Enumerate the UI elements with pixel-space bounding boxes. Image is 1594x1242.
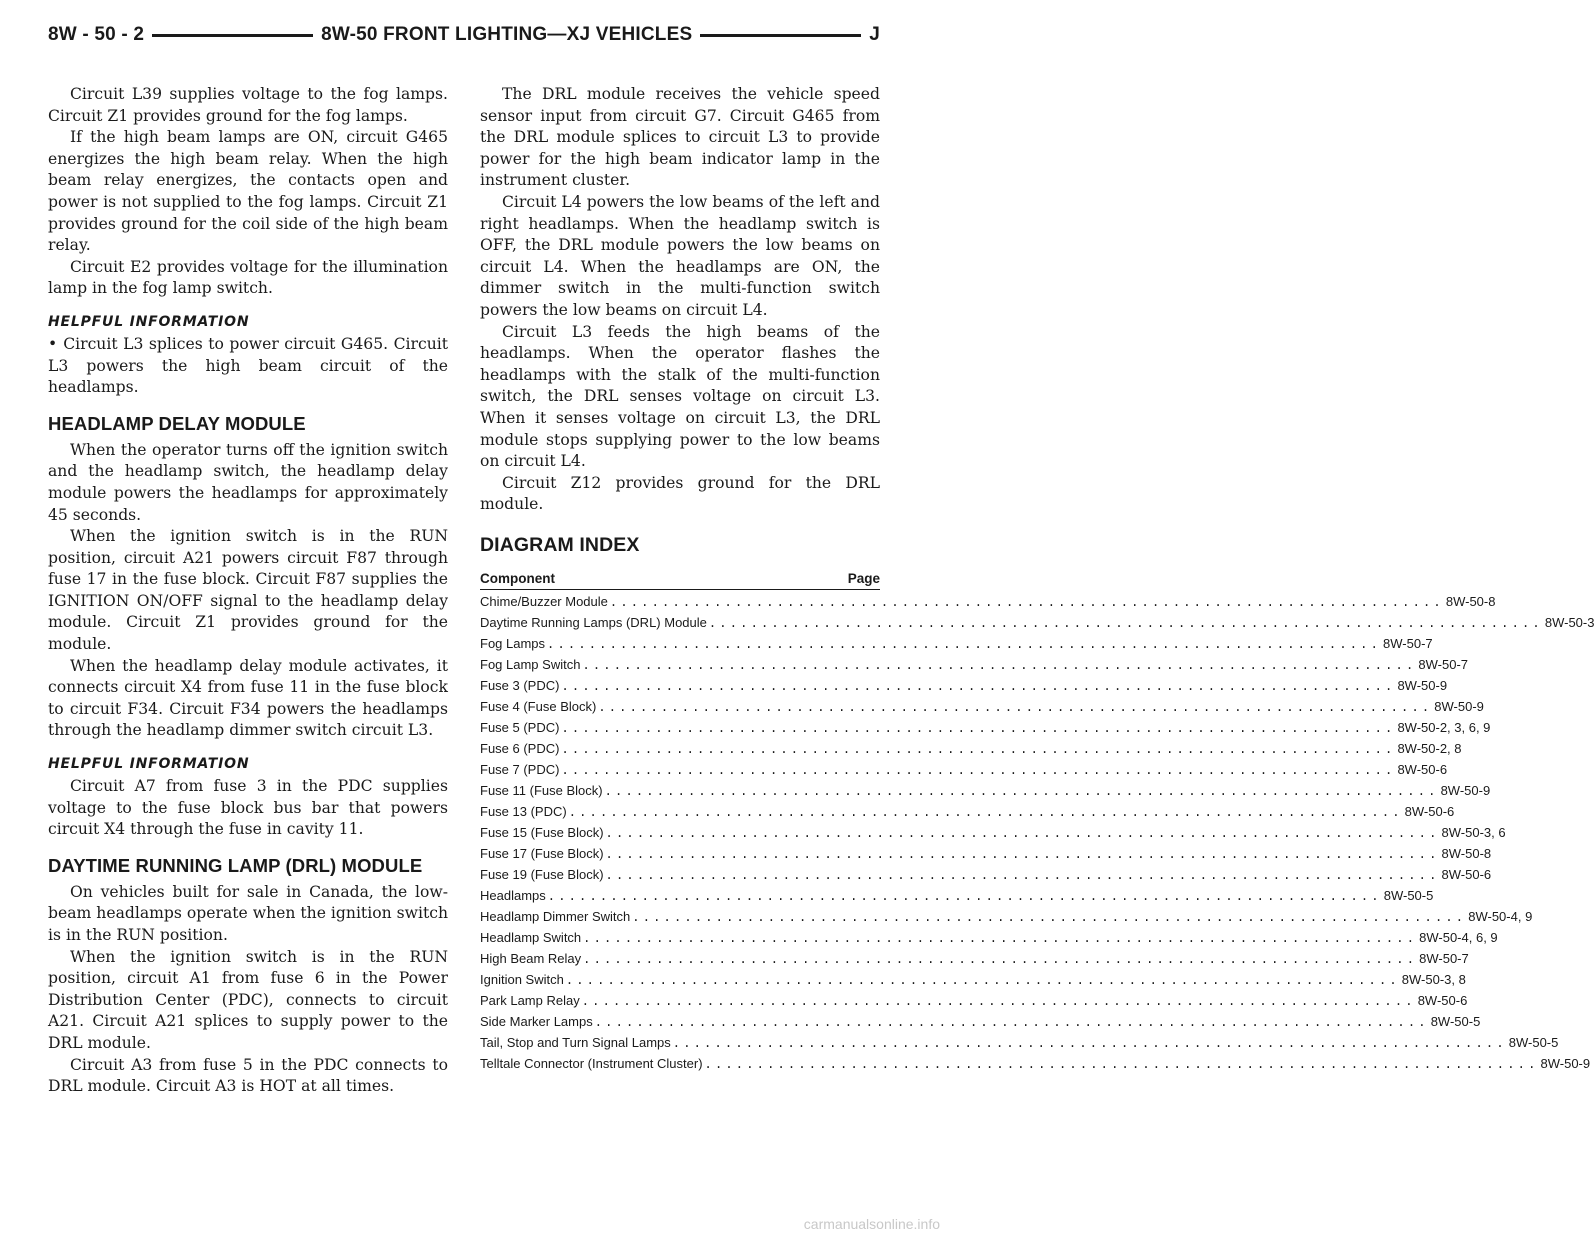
index-leader-dots: ................................................................................ — [598, 699, 1433, 714]
index-leader-dots: ................................................................................ — [583, 930, 1418, 945]
index-leader-dots: ................................................................................ — [605, 867, 1440, 882]
index-page-ref: 8W-50-6 — [1441, 866, 1492, 882]
index-row — [480, 593, 1496, 615]
index-page-ref: 8W-50-5 — [1430, 1013, 1481, 1029]
index-page-ref: 8W-50-5 — [1508, 1034, 1559, 1050]
index-component-name: Fuse 11 (Fuse Block) — [480, 782, 603, 798]
index-row — [480, 719, 1491, 741]
index-component-name: Fuse 5 (PDC) — [480, 719, 560, 735]
index-component-name: Park Lamp Relay — [480, 992, 580, 1008]
index-row — [480, 761, 1448, 783]
index-component-name: Headlamps — [480, 887, 546, 903]
index-leader-dots: ................................................................................ — [605, 846, 1440, 861]
index-leader-dots: ................................................................................ — [561, 720, 1396, 735]
header-rule-right — [700, 34, 861, 37]
index-row — [480, 908, 1533, 930]
drl-paragraph: On vehicles built for sale in Canada, the low-beam headlamps operate when the ignition switch is in the RUN position. — [48, 882, 448, 944]
drl-paragraph: Circuit L3 feeds the high beams of the headlamps. When the operator flashes the headlamps with the stalk of the multi-function switch, the DRL senses voltage on circuit L3. When it senses voltage on circuit L3, the DRL module stops supplying power to the low beams on circuit L4. — [480, 322, 880, 471]
index-leader-dots: ................................................................................ — [708, 615, 1543, 630]
index-leader-dots: ................................................................................ — [568, 804, 1403, 819]
index-leader-dots: ................................................................................ — [605, 825, 1440, 840]
right-column — [480, 84, 1594, 1077]
index-component-name: Side Marker Lamps — [480, 1013, 593, 1029]
index-row — [480, 635, 1433, 657]
index-page-ref: 8W-50-7 — [1418, 656, 1469, 672]
delay-paragraph: When the ignition switch is in the RUN position, circuit A21 powers circuit F87 through fuse 17 in the fuse block. Circuit F87 supplies the IGNITION ON/OFF signal to the headlamp delay module. Circuit Z1 provides ground for the module. — [48, 527, 448, 654]
index-leader-dots: ................................................................................ — [604, 783, 1439, 798]
index-row — [480, 803, 1455, 825]
drl-paragraph: Circuit L4 powers the low beams of the left and right headlamps. When the headlamp switch is OFF, the DRL module powers the low beams on circuit L4. When the headlamps are ON, the dimmer switch in the multi-function switch powers the low beams on circuit L4. — [480, 192, 880, 319]
helpful-information-text: Circuit A7 from fuse 3 in the PDC supplies voltage to the fuse block bus bar that powers circuit X4 through the fuse in cavity 11. — [48, 777, 448, 839]
index-row — [480, 1034, 1559, 1056]
index-leader-dots: ................................................................................ — [609, 594, 1444, 609]
intro-paragraph: If the high beam lamps are ON, circuit G465 energizes the high beam relay. When the high beam relay energizes, the contacts open and power is not supplied to the fog lamps. Circuit Z1 provides ground for the coil side of the high beam relay. — [48, 128, 448, 255]
index-page-ref: 8W-50-2, 3, 6, 9 — [1397, 719, 1491, 735]
index-component-name: Fog Lamp Switch — [480, 656, 581, 672]
index-page-ref: 8W-50-3, 8 — [1401, 971, 1466, 987]
index-page-ref: 8W-50-6 — [1404, 803, 1455, 819]
index-leader-dots: ................................................................................ — [704, 1056, 1539, 1071]
drl-paragraph: Circuit Z12 provides ground for the DRL module. — [480, 473, 880, 514]
index-leader-dots: ................................................................................ — [561, 741, 1396, 756]
index-row — [480, 887, 1434, 909]
watermark: carmanualsonline.info — [803, 1216, 940, 1232]
index-component-name: Fuse 7 (PDC) — [480, 761, 560, 777]
index-component-name: Telltale Connector (Instrument Cluster) — [480, 1055, 703, 1071]
index-page-ref: 8W-50-6 — [1397, 761, 1448, 777]
index-component-name: Fuse 19 (Fuse Block) — [480, 866, 604, 882]
index-page-ref: 8W-50-9 — [1440, 782, 1491, 798]
helpful-information-heading: HELPFUL INFORMATION — [48, 756, 250, 773]
helpful-information-bullet-item — [48, 334, 448, 399]
index-component-name: Ignition Switch — [480, 971, 564, 987]
header-rule-left — [152, 34, 313, 37]
index-component-name: Fog Lamps — [480, 635, 546, 651]
index-row — [480, 614, 1594, 636]
drl-paragraph: The DRL module receives the vehicle speed sensor input from circuit G7. Circuit G465 from the DRL module splices to circuit L3 to provide power for the high beam indicator lamp in the instrument cluster. — [480, 85, 880, 190]
diagram-index-list — [480, 593, 1594, 1077]
index-leader-dots: ................................................................................ — [672, 1035, 1507, 1050]
index-leader-dots: ................................................................................ — [582, 657, 1417, 672]
index-component-name: Headlamp Dimmer Switch — [480, 908, 631, 924]
index-page-ref: 8W-50-9 — [1434, 698, 1484, 714]
index-component-name: Tail, Stop and Turn Signal Lamps — [480, 1034, 671, 1050]
delay-paragraph: When the operator turns off the ignition switch and the headlamp switch, the headlamp delay module powers the headlamps for approximately 45 seconds. — [48, 440, 448, 524]
intro-paragraph: Circuit L39 supplies voltage to the fog lamps. Circuit Z1 provides ground for the fog lamps. — [48, 85, 448, 125]
index-page-ref: 8W-50-9 — [1397, 677, 1448, 693]
index-leader-dots: ................................................................................ — [547, 636, 1382, 651]
drl-paragraph: Circuit A3 from fuse 5 in the PDC connects to DRL module. Circuit A3 is HOT at all times. — [48, 1055, 448, 1096]
index-page-ref: 8W-50-4, 6, 9 — [1419, 929, 1498, 945]
index-row — [480, 677, 1448, 699]
index-row — [480, 698, 1484, 720]
index-page-ref: 8W-50-3, 6 — [1441, 824, 1506, 840]
index-leader-dots: ................................................................................ — [594, 1014, 1429, 1029]
index-page-ref: 8W-50-2, 8 — [1397, 740, 1462, 756]
index-row — [480, 656, 1469, 678]
bullet-icon: • — [48, 334, 58, 353]
index-row — [480, 824, 1506, 846]
headlamp-delay-module-heading: HEADLAMP DELAY MODULE — [48, 412, 306, 434]
index-leader-dots: ................................................................................ — [565, 972, 1400, 987]
index-leader-dots: ................................................................................ — [561, 678, 1396, 693]
index-component-name: Fuse 4 (Fuse Block) — [480, 698, 597, 714]
index-leader-dots: ................................................................................ — [583, 951, 1418, 966]
index-page-ref: 8W-50-7 — [1383, 635, 1433, 651]
index-leader-dots: ................................................................................ — [632, 909, 1467, 924]
index-page-ref: 8W-50-9 — [1540, 1055, 1591, 1071]
index-page-ref: 8W-50-3 — [1544, 614, 1594, 630]
index-row — [480, 740, 1462, 762]
index-row — [480, 992, 1468, 1014]
index-row — [480, 1013, 1481, 1035]
header-page-number: 8W - 50 - 2 — [48, 24, 145, 45]
index-page-ref: 8W-50-8 — [1445, 593, 1496, 609]
index-component-name: Fuse 17 (Fuse Block) — [480, 845, 604, 861]
index-leader-dots: ................................................................................ — [581, 993, 1416, 1008]
page-header — [48, 18, 880, 52]
diagram-index-heading: DIAGRAM INDEX — [480, 533, 640, 556]
index-row — [480, 782, 1491, 804]
index-component-name: Daytime Running Lamps (DRL) Module — [480, 614, 707, 630]
index-header-component: Component — [480, 570, 555, 586]
index-row — [480, 929, 1498, 951]
drl-paragraph: When the ignition switch is in the RUN position, circuit A1 from fuse 6 in the Power Distribution Center (PDC), connects to circuit A21. Circuit A21 splices to supply power to the DRL module. — [48, 947, 448, 1052]
index-component-name: Headlamp Switch — [480, 929, 582, 945]
drl-module-heading: DAYTIME RUNNING LAMP (DRL) MODULE — [48, 854, 423, 876]
index-component-name: Fuse 15 (Fuse Block) — [480, 824, 604, 840]
index-page-ref: 8W-50-8 — [1441, 845, 1492, 861]
header-letter: J — [869, 24, 881, 45]
index-row — [480, 866, 1492, 888]
index-component-name: Chime/Buzzer Module — [480, 593, 608, 609]
left-column — [48, 84, 448, 1098]
index-page-ref: 8W-50-4, 9 — [1468, 908, 1533, 924]
index-page-ref: 8W-50-7 — [1419, 950, 1469, 966]
index-component-name: Fuse 3 (PDC) — [480, 677, 560, 693]
helpful-information-heading: HELPFUL INFORMATION — [48, 313, 250, 330]
index-leader-dots: ................................................................................ — [547, 888, 1382, 903]
index-row — [480, 845, 1492, 867]
index-column-headers — [480, 571, 880, 590]
index-header-page: Page — [847, 570, 880, 586]
intro-paragraph: Circuit E2 provides voltage for the illumination lamp in the fog lamp switch. — [48, 257, 448, 298]
delay-paragraph: When the headlamp delay module activates, it connects circuit X4 from fuse 11 in the fuse block to circuit F34. Circuit F34 powers the headlamps through the headlamp dimmer switch circuit L3. — [48, 656, 448, 740]
helpful-information-text: Circuit L3 splices to power circuit G465. Circuit L3 powers the high beam circuit of the headlamps. — [48, 334, 448, 397]
index-row — [480, 950, 1469, 972]
index-page-ref: 8W-50-6 — [1417, 992, 1468, 1008]
index-page-ref: 8W-50-5 — [1383, 887, 1434, 903]
index-component-name: Fuse 13 (PDC) — [480, 803, 567, 819]
index-leader-dots: ................................................................................ — [561, 762, 1396, 777]
index-row — [480, 971, 1466, 993]
index-component-name: Fuse 6 (PDC) — [480, 740, 560, 756]
index-component-name: High Beam Relay — [480, 950, 582, 966]
index-row — [480, 1055, 1591, 1077]
header-title: 8W-50 FRONT LIGHTING—XJ VEHICLES — [321, 24, 693, 45]
